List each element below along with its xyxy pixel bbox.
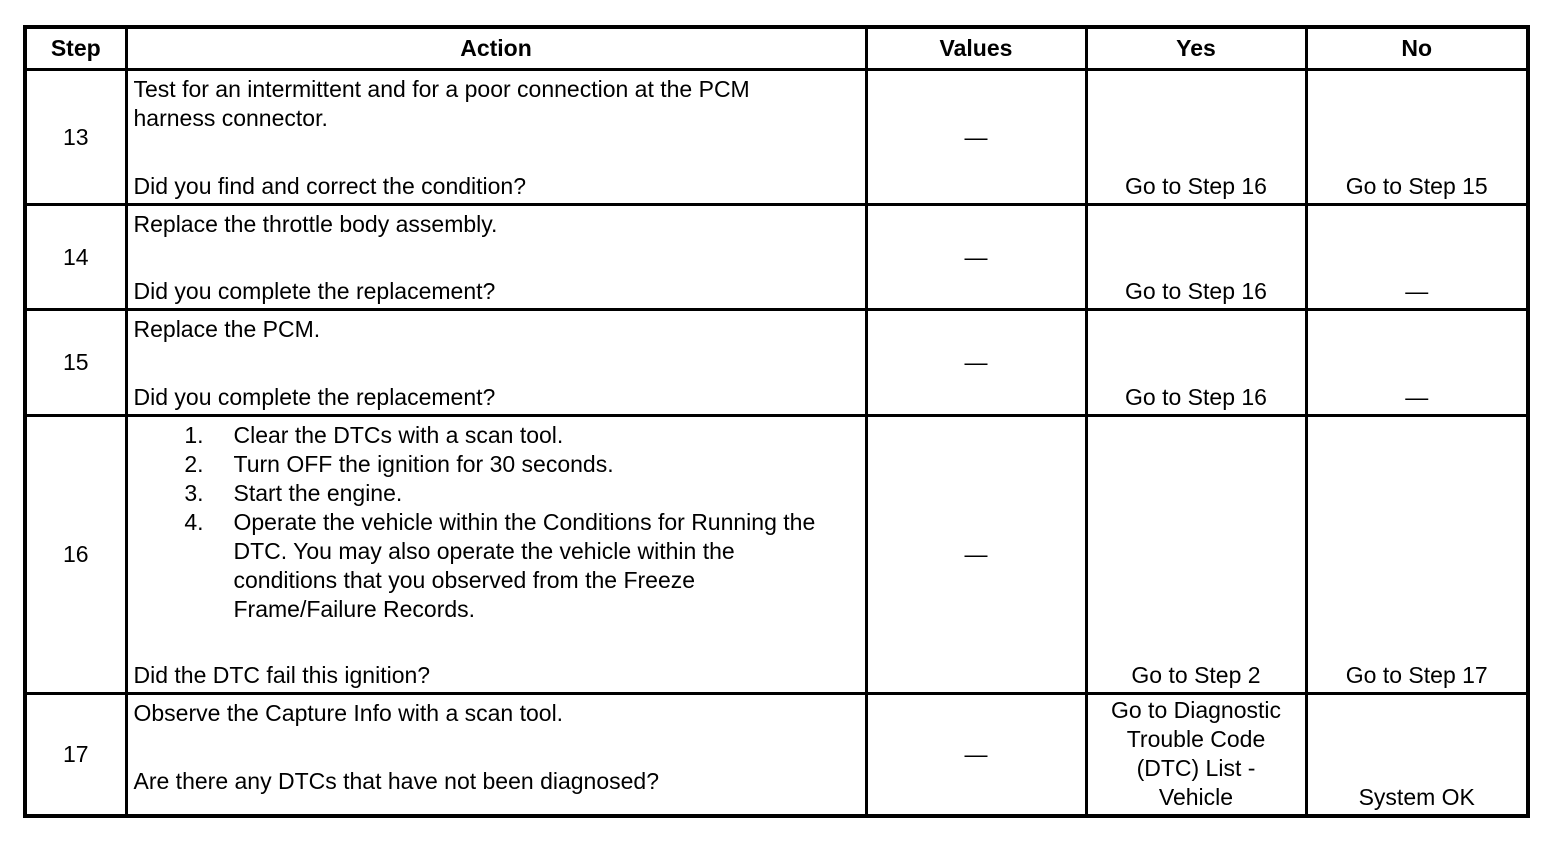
action-cell [126, 70, 866, 205]
yes-result: Go to Step 2 [1086, 416, 1306, 694]
yes-result: Go to Step 16 [1086, 70, 1306, 205]
table-row [25, 70, 1528, 205]
action-cell [126, 416, 866, 694]
substep-number: 3. [184, 480, 204, 506]
values-cell: — [866, 310, 1086, 416]
action-cell [126, 694, 866, 817]
action-question: Did you complete the replacement? [133, 278, 496, 304]
table-row [25, 694, 1528, 817]
no-result: Go to Step 17 [1306, 416, 1528, 694]
action-cell [126, 205, 866, 310]
action-cell [126, 310, 866, 416]
action-question: Did you complete the replacement? [133, 384, 496, 410]
action-text: Test for an intermittent and for a poor connection at the PCM harness connector. [133, 76, 750, 131]
substep-text: Clear the DTCs with a scan tool. [233, 422, 564, 448]
step-number: 17 [25, 694, 126, 817]
list-item [134, 450, 859, 479]
action-question: Did you find and correct the condition? [133, 173, 527, 199]
action-question: Are there any DTCs that have not been diagnosed? [133, 768, 660, 794]
diagnostic-table [23, 25, 1530, 818]
step-number: 14 [25, 205, 126, 310]
values-cell: — [866, 205, 1086, 310]
substep-text: Operate the vehicle within the Conditions for Running the DTC. You may also operate the vehicle within the conditions that you observed from the Freeze Frame/Failure Records. [233, 509, 816, 622]
values-cell: — [866, 70, 1086, 205]
header-row [25, 27, 1528, 70]
substep-number: 1. [184, 422, 204, 448]
table-row [25, 416, 1528, 694]
yes-result: Go to Diagnostic Trouble Code (DTC) List - Vehicle [1086, 694, 1306, 817]
substep-list [134, 421, 859, 624]
no-result: System OK [1306, 694, 1528, 817]
substep-number: 4. [184, 509, 204, 535]
list-item [134, 421, 859, 450]
header-no: No [1306, 27, 1528, 70]
substep-number: 2. [184, 451, 204, 477]
table-row [25, 205, 1528, 310]
values-cell: — [866, 416, 1086, 694]
header-yes: Yes [1086, 27, 1306, 70]
list-item [134, 479, 859, 508]
header-action: Action [126, 27, 866, 70]
no-result: — [1306, 205, 1528, 310]
header-step: Step [25, 27, 126, 70]
step-number: 13 [25, 70, 126, 205]
no-result: — [1306, 310, 1528, 416]
substep-text: Start the engine. [233, 480, 403, 506]
yes-result: Go to Step 16 [1086, 205, 1306, 310]
table-row [25, 310, 1528, 416]
step-number: 16 [25, 416, 126, 694]
values-cell: — [866, 694, 1086, 817]
step-number: 15 [25, 310, 126, 416]
action-text: Replace the throttle body assembly. [133, 211, 498, 237]
header-values: Values [866, 27, 1086, 70]
yes-result: Go to Step 16 [1086, 310, 1306, 416]
action-text: Observe the Capture Info with a scan tool. [133, 700, 564, 726]
substep-text: Turn OFF the ignition for 30 seconds. [233, 451, 614, 477]
no-result: Go to Step 15 [1306, 70, 1528, 205]
list-item [134, 508, 859, 624]
action-text: Replace the PCM. [133, 316, 321, 342]
action-question: Did the DTC fail this ignition? [133, 662, 431, 688]
